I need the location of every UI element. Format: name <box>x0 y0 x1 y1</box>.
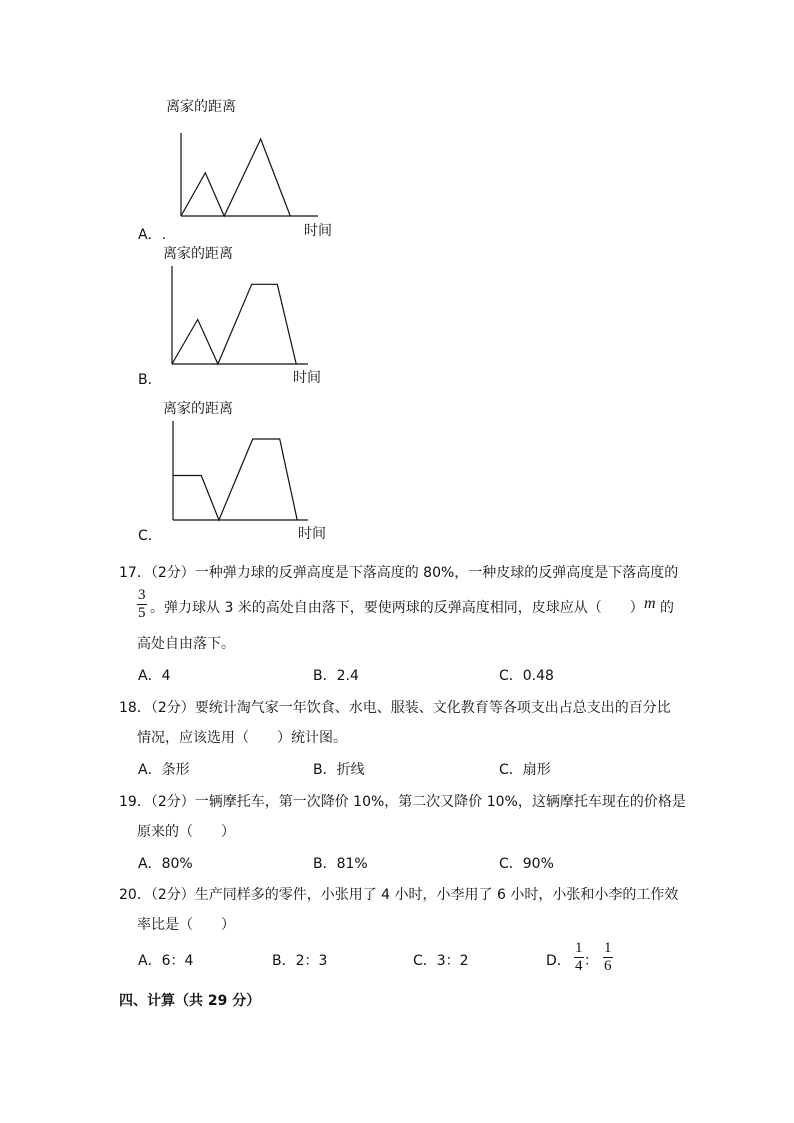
q18-option-c: C．扇形 <box>499 762 551 778</box>
q20-option-c: C．3：2 <box>413 953 469 969</box>
q17-line2: 。弹力球从 3 米的高处自由落下，要使两球的反弹高度相同，皮球应从（ ） <box>150 600 644 616</box>
q19-line2: 原来的（ ） <box>137 824 235 840</box>
q20-option-d-label: D． <box>546 953 571 969</box>
q20-d-f2-den: 6 <box>604 958 612 974</box>
q20-d-f2-num: 1 <box>604 940 612 956</box>
q20-d-f1-den: 4 <box>575 958 583 974</box>
graph-b-ylabel: 离家的距离 <box>163 246 233 262</box>
q19-option-a: A．80% <box>138 856 193 872</box>
graph-c-option: C． <box>138 528 162 544</box>
q20-d-f1-num: 1 <box>575 940 583 956</box>
q20-option-d-fraction-1 <box>574 940 584 975</box>
q17-line3: 高处自由落下。 <box>137 636 235 652</box>
graph-a-ylabel: 离家的距离 <box>166 99 236 115</box>
q20-option-d-fraction-2 <box>603 940 613 975</box>
q20-option-a: A．6：4 <box>138 953 194 969</box>
q17-option-a: A．4 <box>138 668 171 684</box>
graph-a-plot <box>120 90 350 240</box>
q19-option-c: C．90% <box>499 856 554 872</box>
graph-a <box>120 90 350 243</box>
q20-line2: 率比是（ ） <box>137 917 235 933</box>
q18-line1: 18．（2分）要统计淘气家一年饮食、水电、服装、文化教育等各项支出占总支出的百分比 <box>119 700 671 716</box>
q17-option-c: C．0.48 <box>499 668 554 684</box>
q18-line2: 情况，应该选用（ ）统计图。 <box>137 730 347 746</box>
graph-a-option: A．. <box>138 227 167 243</box>
q18-option-b: B．折线 <box>313 762 365 778</box>
graph-c-xlabel: 时间 <box>298 526 326 542</box>
q17-frac-den: 5 <box>138 605 146 621</box>
q18-option-a: A．条形 <box>138 762 190 778</box>
graph-c <box>120 394 350 544</box>
graph-b-xlabel: 时间 <box>293 370 321 386</box>
graph-c-line <box>173 439 297 520</box>
q17-line1: 17．（2分）一种弹力球的反弹高度是下落高度的 80%，一种皮球的反弹高度是下落高度的 <box>119 565 679 581</box>
section-4-heading: 四、计算（共 29 分） <box>119 993 261 1009</box>
graph-b-option: B． <box>138 372 162 388</box>
q17-frac-num: 3 <box>138 587 146 603</box>
graph-b <box>120 238 350 388</box>
q17-fraction <box>137 587 147 622</box>
q19-option-b: B．81% <box>313 856 368 872</box>
graph-c-ylabel: 离家的距离 <box>163 401 233 417</box>
q20-line1: 20．（2分）生产同样多的零件，小张用了 4 小时，小李用了 6 小时，小张和小李的工作效 <box>119 887 679 903</box>
q20-option-d-sep: ： <box>584 953 598 969</box>
graph-a-xlabel: 时间 <box>304 223 332 239</box>
q20-option-b: B．2：3 <box>272 953 328 969</box>
graph-c-plot <box>120 394 350 544</box>
q17-var: m <box>644 595 656 612</box>
q17-option-b: B．2.4 <box>313 668 359 684</box>
graph-a-line <box>181 139 290 216</box>
q17-line2-end: 的 <box>660 600 674 616</box>
graph-b-line <box>172 284 296 364</box>
graph-b-plot <box>120 238 350 388</box>
q19-line1: 19．（2分）一辆摩托车，第一次降价 10%，第二次又降价 10%，这辆摩托车现在的价格是 <box>119 794 686 810</box>
